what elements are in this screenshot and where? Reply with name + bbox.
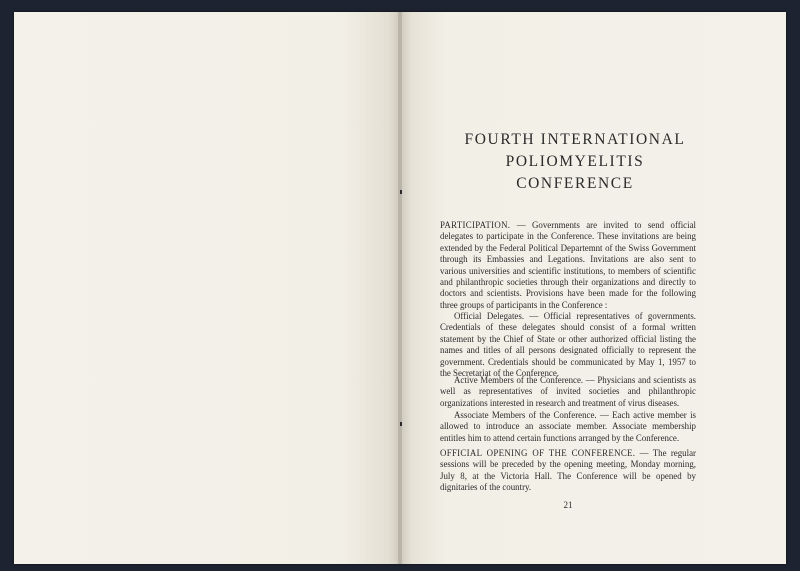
- page-title: [440, 129, 710, 195]
- title-line: FOURTH INTERNATIONAL: [464, 131, 686, 148]
- official-opening-heading: OFFICIAL OPENING OF THE CONFERENCE.: [440, 448, 636, 458]
- binding-mark: [400, 422, 402, 426]
- participation-text: — Governments are invited to send official delegates to participate in the Conference. These invitations are being extended by the Federal Political Departemnt of the Swiss Government through its Embassies and Legations. Invitations are also sent to various universities and scientific institutions, to members of scientific and philanthropic societies through their organizations and directly to doctors and scientists. Provisions have been made for the following three groups of participants in the Conference :: [440, 220, 696, 310]
- official-opening-paragraph: [440, 448, 696, 494]
- book-gutter: [398, 12, 402, 564]
- left-page-blank: [14, 12, 400, 564]
- participation-heading: PARTICIPATION.: [440, 220, 511, 230]
- official-delegates-paragraph: Official Delegates. — Official representatives of governments. Credentials of these delegates should consist of a formal written statement by the Chief of State or other authorized official listing the names and titles of all persons designated officially to represent the government. Credentials should be communicated by May 1, 1957 to the Secretariat of the Conference.: [440, 311, 696, 379]
- page-number: 21: [563, 500, 573, 510]
- binding-mark: [400, 190, 402, 194]
- participation-paragraph: [440, 220, 696, 311]
- associate-members-paragraph: Associate Members of the Conference. — Each active member is allowed to introduce an associate member. Associate membership entitles him to attend certain functions arranged by the Conference.: [440, 410, 696, 443]
- active-members-paragraph: Active Members of the Conference. — Physicians and scientists as well as representatives of invited societies and philanthropic organizations interested in research and treatment of virus diseases.: [440, 375, 696, 408]
- title-line: POLIOMYELITIS: [505, 153, 645, 170]
- official-opening-text: — The regular sessions will be preceded by the opening meeting, Monday morning, July 8, at the Victoria Hall. The Conference will be opened by dignitaries of the country.: [440, 448, 696, 493]
- title-line: CONFERENCE: [516, 175, 634, 192]
